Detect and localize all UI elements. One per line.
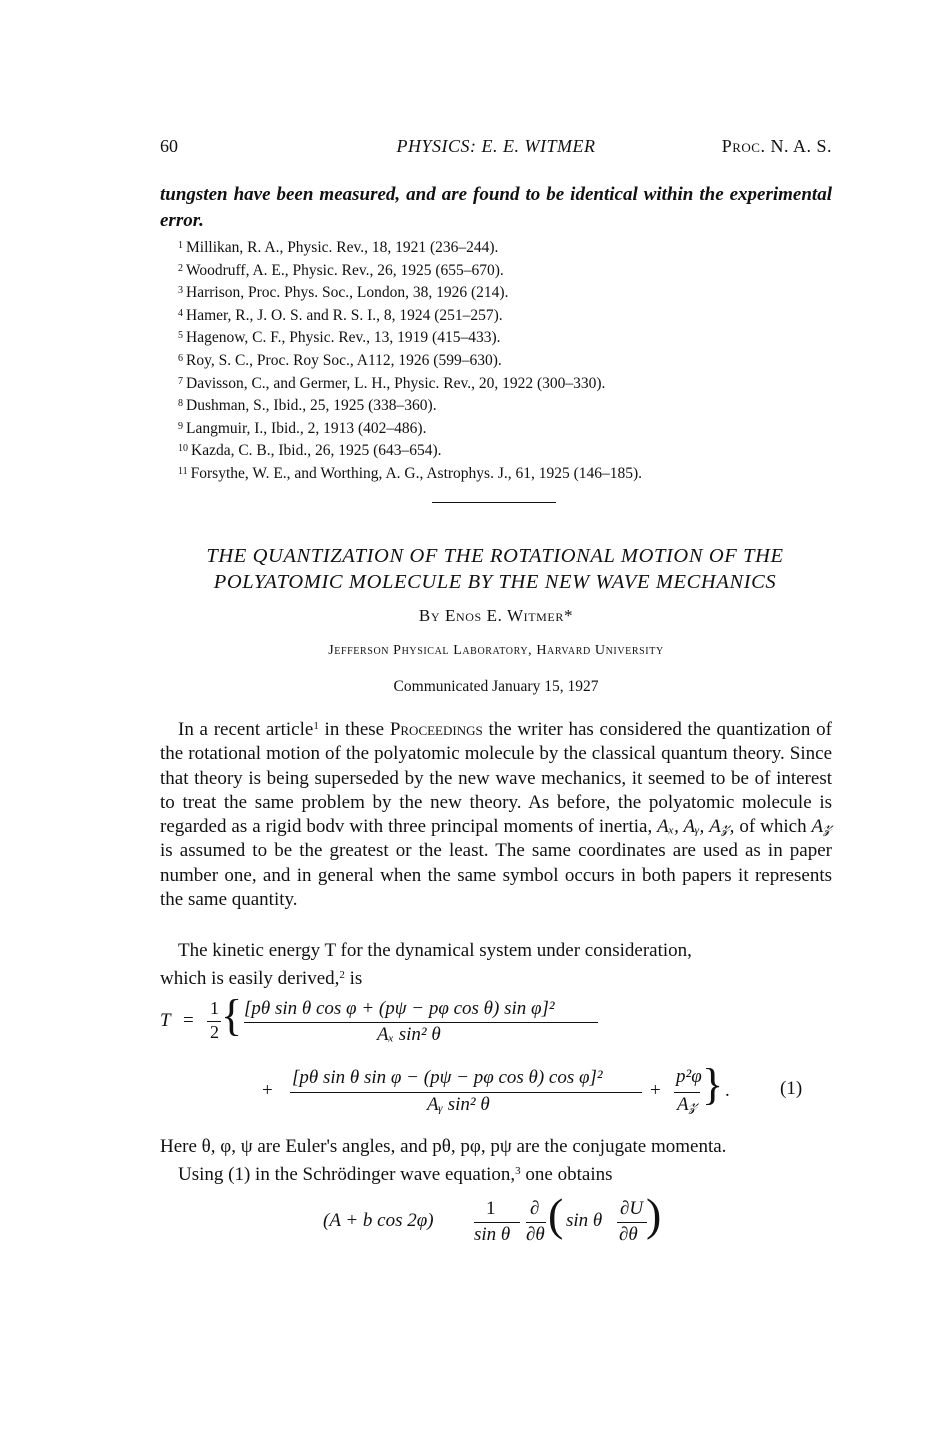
running-header — [160, 136, 832, 160]
reference-item: $^8$ Dushman, S., Ibid., 25, 1925 (338–360). — [178, 397, 437, 415]
body-paragraph: The kinetic energy T for the dynamical system under consideration, which is easily derived,$^2$ is — [160, 940, 692, 989]
communicated-date: Communicated January 15, 1927 — [393, 678, 599, 695]
equation-number: (1) — [780, 1078, 803, 1099]
section-divider — [432, 502, 556, 503]
page-number: 60 — [160, 136, 178, 156]
reference-item: $^3$ Harrison, Proc. Phys. Soc., London, 38, 1926 (214). — [178, 284, 509, 302]
reference-item: $^6$ Roy, S. C., Proc. Roy Soc., A112, 1926 (599–630). — [178, 351, 502, 369]
reference-item: $^2$ Woodruff, A. E., Physic. Rev., 26, 1925 (655–670). — [178, 261, 504, 279]
reference-item: $^7$ Davisson, C., and Germer, L. H., Physic. Rev., 20, 1922 (300–330). — [178, 374, 606, 392]
reference-item: $^5$ Hagenow, C. F., Physic. Rev., 13, 1919 (415–433). — [178, 329, 501, 347]
body-paragraph: Here θ, φ, ψ are Euler's angles, and pθ, pφ, pψ are the conjugate momenta. Using (1) in the Schrödinger wave equation,$^3$ one obtains — [160, 1136, 727, 1185]
affiliation: Jefferson Physical Laboratory, Harvard University — [328, 643, 664, 658]
reference-item: $^4$ Hamer, R., J. O. S. and R. S. I., 8, 1924 (251–257). — [178, 306, 503, 324]
reference-item: $^1$ Millikan, R. A., Physic. Rev., 18, 1921 (236–244). — [178, 239, 499, 256]
author-byline: By Enos E. Witmer* — [418, 606, 574, 625]
reference-list — [178, 236, 818, 485]
article-title: THE QUANTIZATION OF THE ROTATIONAL MOTION OF THE POLYATOMIC MOLECULE BY THE NEW WAVE MECHANICS — [206, 545, 784, 593]
footnote-marker: 2 — [339, 969, 345, 981]
running-title: PHYSICS: E. E. WITMER — [396, 136, 596, 156]
journal-name: Proc. N. A. S. — [721, 136, 832, 156]
footnote-marker: 3 — [515, 1165, 521, 1177]
footnote-marker: 1 — [313, 720, 319, 732]
reference-item: $^{11}$ Forsythe, W. E., and Worthing, A. G., Astrophys. J., 61, 1925 (146–185). — [178, 464, 643, 482]
previous-article-ending: tungsten have been measured, and are found to be identical within the experimental error. — [160, 184, 832, 231]
body-paragraph: In a recent article$^1$ in these Proceedings the writer has considered the quantization of the rotational motion of the polyatomic molecule by the classical quantum theory. Since that theory is being superseded by the new wave mechanics, it seemed to be of interest to treat the same problem by the new theory. As before, the polyatomic molecule is regarded as a rigid bodv with three principal moments of inertia, Aₓ, Aᵧ, A𝓏, of which A𝓏 is assumed to be the greatest or the least. The same coordinates are used as in paper number one, and in general when the same symbol occurs in both papers it represents the same quantity. — [160, 719, 832, 911]
reference-item: $^9$ Langmuir, I., Ibid., 2, 1913 (402–486). — [178, 419, 427, 437]
reference-item: $^{10}$ Kazda, C. B., Ibid., 26, 1925 (643–654). — [178, 442, 442, 460]
